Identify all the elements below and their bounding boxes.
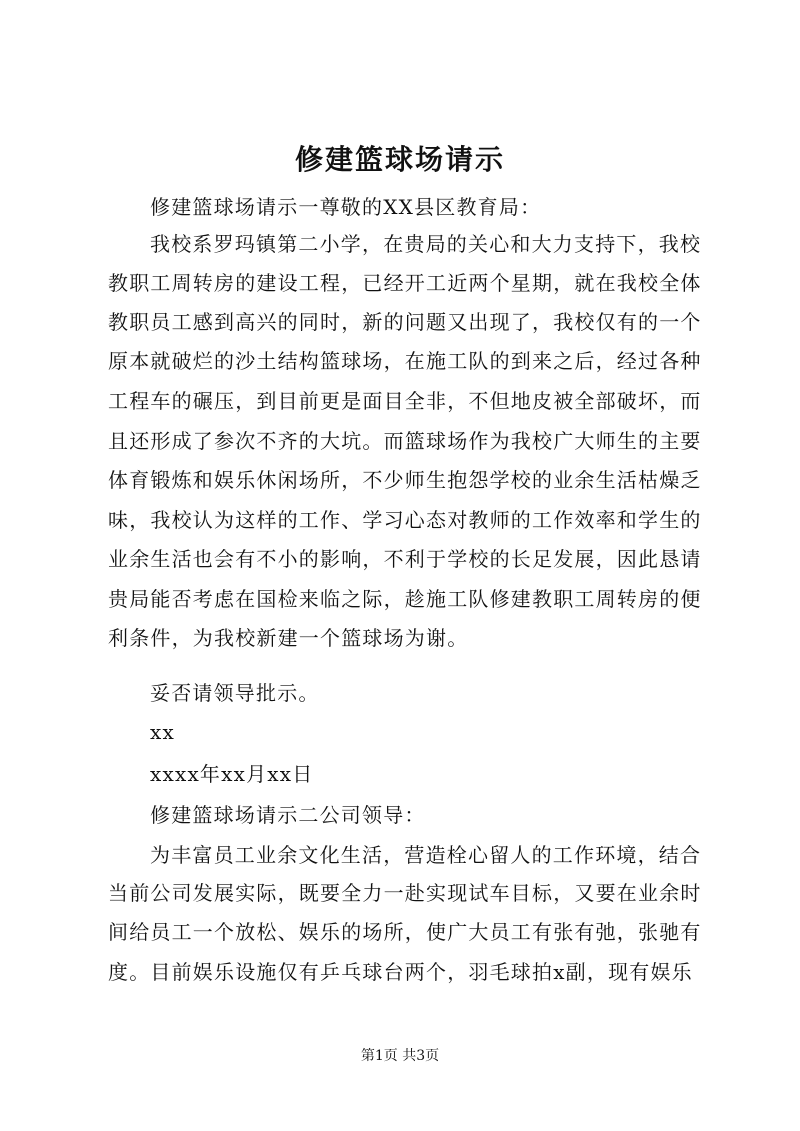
paragraph-line: 我校系罗玛镇第二小学，在贵局的关心和大力支持下，我校: [150, 232, 702, 256]
paragraph-line: 且还形成了参次不齐的大坑。而篮球场作为我校广大师生的主要: [108, 429, 702, 453]
paragraph-line: 间给员工一个放松、娱乐的场所，使广大员工有张有弛，张驰有: [108, 920, 702, 944]
paragraph-line: 当前公司发展实际，既要全力一赴实现试车目标，又要在业余时: [108, 881, 702, 905]
paragraph-line: 原本就破烂的沙土结构篮球场，在施工队的到来之后，经过各种: [108, 349, 702, 373]
paragraph-line: 教职员工感到高兴的同时，新的问题又出现了，我校仅有的一个: [108, 310, 702, 334]
paragraph-line: 修建篮球场请示一尊敬的XX县区教育局：: [150, 195, 542, 219]
paragraph-line: 贵局能否考虑在国检来临之际，趁施工队修建教职工周转房的便: [108, 587, 702, 611]
paragraph-line: 工程车的碾压，到目前更是面目全非，不但地皮被全部破坏，而: [108, 389, 702, 413]
paragraph-line: 体育锻炼和娱乐休闲场所，不少师生抱怨学校的业余生活枯燥乏: [108, 468, 702, 492]
paragraph-line: 利条件，为我校新建一个篮球场为谢。: [108, 626, 469, 650]
paragraph-line: 修建篮球场请示二公司领导：: [150, 803, 426, 827]
paragraph-line: 度。目前娱乐设施仅有乒乓球台两个，羽毛球拍x副，现有娱乐: [108, 960, 693, 984]
paragraph-line: 教职工周转房的建设工程，已经开工近两个星期，就在我校全体: [108, 271, 702, 295]
paragraph-line: 业余生活也会有不小的影响，不利于学校的长足发展，因此恳请: [108, 547, 702, 571]
page-title: 修建篮球场请示: [294, 143, 505, 176]
paragraph-line: 味，我校认为这样的工作、学习心态对教师的工作效率和学生的: [108, 508, 702, 532]
signature-name: xx: [150, 720, 175, 744]
signature-date: xxxx年xx月xx日: [150, 762, 314, 786]
approval-request: 妥否请领导批示。: [150, 681, 320, 705]
page-number-footer: 第1页 共3页: [360, 1048, 440, 1064]
paragraph-line: 为丰富员工业余文化生活，营造栓心留人的工作环境，结合: [150, 843, 702, 867]
